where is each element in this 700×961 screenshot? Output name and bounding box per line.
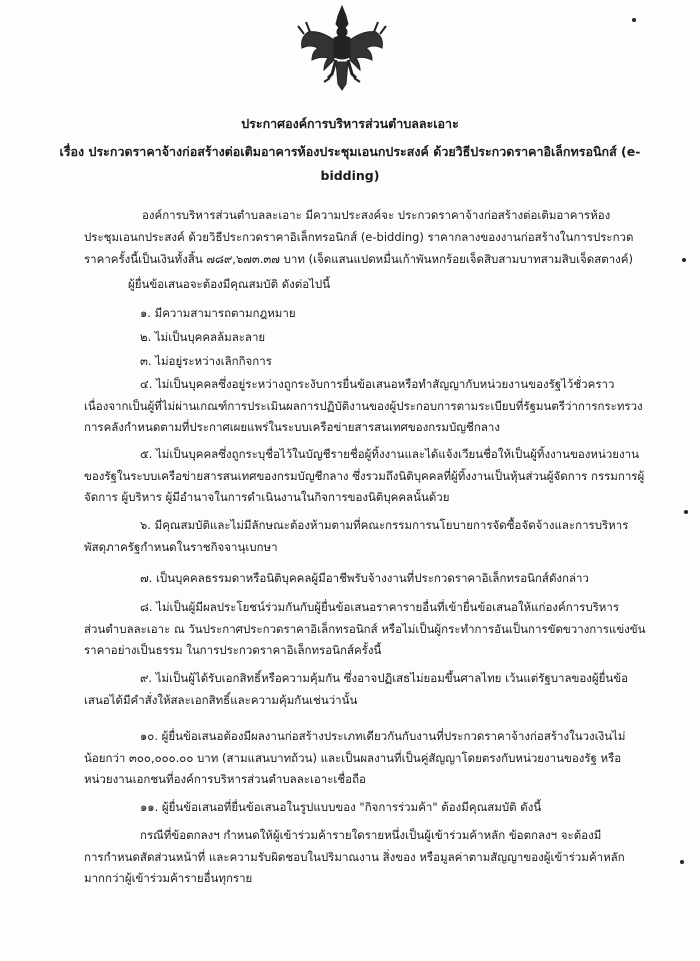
- scan-speck: [680, 860, 684, 864]
- intro-line-2: ประชุมเอนกประสงค์ ด้วยวิธีประกวดราคาอิเล็กทรอนิกส์ (e-bidding) ราคากลางของงานก่อสร้างในการประกวด: [84, 230, 634, 244]
- qualification-item: ๓. ไม่อยู่ระหว่างเลิกกิจการ: [140, 354, 272, 368]
- subject-label: เรื่อง: [59, 144, 85, 159]
- qualification-item: ๙. ไม่เป็นผู้ได้รับเอกสิทธิ์หรือความคุ้มกัน ซึ่งอาจปฏิเสธไม่ยอมขึ้นศาลไทย เว้นแต่รัฐบาลของผู้ยื่นข้อ เสนอได้มีคำสั่งให้สละเอกสิทธิ์และความคุ้มกันเช่นว่านั้น: [84, 671, 629, 707]
- qualification-item: ๔. ไม่เป็นบุคคลซึ่งอยู่ระหว่างถูกระงับการยื่นข้อเสนอหรือทำสัญญากับหน่วยงานของรัฐไว้ชั่วคราว เนื่องจากเป็นผู้ที่ไม่ผ่านเกณฑ์การประเมินผลการปฏิบัติงานของผู้ประกอบการตามระเบียบที่รัฐมนตรีว่าการกระทรวง การคลังกำหนดตามที่ประกาศเผยแพร่ในระบบเครือข่ายสารสนเทศของกรมบัญชีกลาง: [84, 377, 643, 434]
- scan-speck: [632, 18, 636, 22]
- qualification-item: ๗. เป็นบุคคลธรรมดาหรือนิติบุคคลผู้มีอาชีพรับจ้างงานที่ประกวดราคาอิเล็กทรอนิกส์ดังกล่าว: [140, 571, 589, 585]
- qualification-item: ๘. ไม่เป็นผู้มีผลประโยชน์ร่วมกันกับผู้ยื่นข้อเสนอราคารายอื่นที่เข้ายื่นข้อเสนอให้แก่องค์การบริหาร ส่วนตำบลละเอาะ ณ วันประกาศประกวดราคาอิเล็กทรอนิกส์ หรือไม่เป็นผู้กระทำการอันเป็นการขัดขวางการแข่งขัน ราคาอย่างเป็นธรรม ในการประกวดราคาอิเล็กทรอนิกส์ครั้งนี้: [84, 600, 646, 657]
- scan-speck: [682, 258, 686, 262]
- page-title: ประกาศองค์การบริหารส่วนตำบลละเอาะ: [241, 116, 459, 131]
- qualification-subparagraph: กรณีที่ข้อตกลงฯ กำหนดให้ผู้เข้าร่วมค้ารายใดรายหนึ่งเป็นผู้เข้าร่วมค้าหลัก ข้อตกลงฯ จะต้องมี การกำหนดสัดส่วนหน้าที่ และความรับผิดชอบในปริมาณงาน สิ่งของ หรือมูลค่าตามสัญญาของผู้เข้าร่วมค้าหลัก มากกว่าผู้เข้าร่วมค้ารายอื่นทุกราย: [84, 828, 625, 885]
- qualification-item: ๑. มีความสามารถตามกฎหมาย: [140, 306, 296, 320]
- qualification-item: ๖. มีคุณสมบัติและไม่มีลักษณะต้องห้ามตามที่คณะกรรมการนโยบายการจัดซื้อจัดจ้างและการบริหาร พัสดุภาครัฐกำหนดในราชกิจจานุเบกษา: [84, 518, 629, 554]
- qualification-item: ๒. ไม่เป็นบุคคลล้มละลาย: [140, 330, 266, 344]
- intro-line-3: ราคาครั้งนี้เป็นเงินทั้งสิ้น ๗๘๙,๖๗๓.๓๗ บาท (เจ็ดแสนแปดหมื่นเก้าพันหกร้อยเจ็ดสิบสามบาทสามสิบเจ็ดสตางค์): [84, 252, 633, 266]
- qualifications-heading: ผู้ยื่นข้อเสนอจะต้องมีคุณสมบัติ ดังต่อไปนี้: [128, 277, 331, 291]
- subject: [40, 140, 660, 188]
- qualification-item: ๕. ไม่เป็นบุคคลซึ่งถูกระบุชื่อไว้ในบัญชีรายชื่อผู้ทิ้งงานและได้แจ้งเวียนชื่อให้เป็นผู้ทิ้งงานของหน่วยงาน ของรัฐในระบบเครือข่ายสารสนเทศของกรมบัญชีกลาง ซึ่งรวมถึงนิติบุคคลที่ผู้ทิ้งงานเป็นหุ้นส่วนผู้จัดการ กรรมการผู้ จัดการ ผู้บริหาร ผู้มีอำนาจในการดำเนินงานในกิจการของนิติบุคคลนั้นด้วย: [84, 447, 645, 504]
- subject-line-2: bidding): [320, 168, 380, 183]
- subject-line-1: ประกวดราคาจ้างก่อสร้างต่อเติมอาคารห้องประชุมเอนกประสงค์ ด้วยวิธีประกวดราคาอิเล็กทรอนิกส์ (e-: [88, 144, 641, 159]
- qualification-item: ๑๐. ผู้ยื่นข้อเสนอต้องมีผลงานก่อสร้างประเภทเดียวกันกับงานที่ประกวดราคาจ้างก่อสร้างในวงเงินไม่ น้อยกว่า ๓๐๐,๐๐๐.๐๐ บาท (สามแสนบาทถ้วน) และเป็นผลงานที่เป็นคู่สัญญาโดยตรงกับหน่วยงานของรัฐ หรือ หน่วยงานเอกชนที่องค์การบริหารส่วนตำบลละเอาะเชื่อถือ: [84, 729, 626, 786]
- garuda-emblem-icon: [294, 4, 390, 94]
- qualification-item: ๑๑. ผู้ยื่นข้อเสนอที่ยื่นข้อเสนอในรูปแบบของ "กิจการร่วมค้า" ต้องมีคุณสมบัติ ดังนี้: [140, 800, 542, 814]
- scan-speck: [684, 510, 688, 514]
- intro-line-1: องค์การบริหารส่วนตำบลละเอาะ มีความประสงค์จะ ประกวดราคาจ้างก่อสร้างต่อเติมอาคารห้อง: [142, 208, 611, 222]
